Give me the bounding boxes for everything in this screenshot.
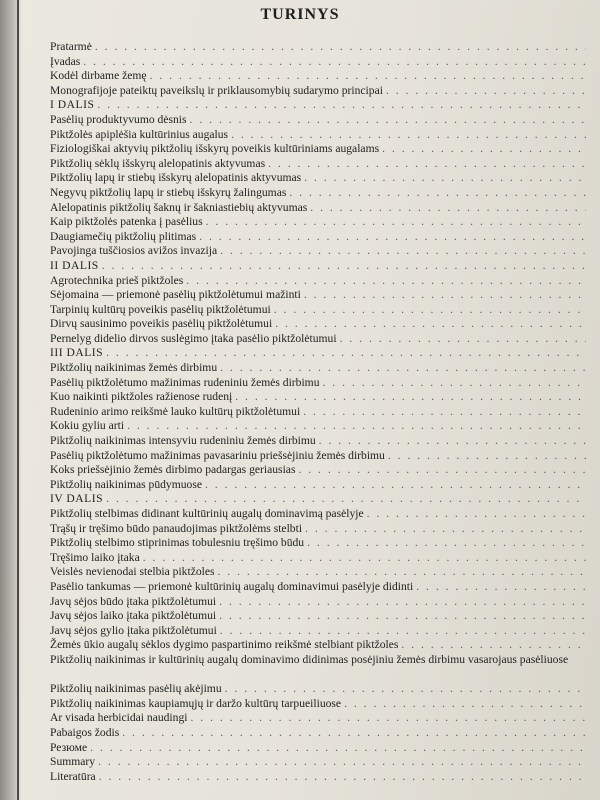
toc-entry bbox=[50, 186, 586, 201]
toc-entry-text: Agrotechnika prieš piktžoles bbox=[50, 273, 184, 287]
toc-entry bbox=[50, 55, 586, 70]
toc-entry-text: Piktžolių naikinimas pūdymuose bbox=[50, 477, 202, 491]
toc-entry-text: Žemės ūkio augalų sėklos dygimo paspartinimo reikšmė stelbiant piktžoles bbox=[50, 638, 399, 652]
toc-entry-text: Įvadas bbox=[50, 54, 81, 68]
toc-entry bbox=[50, 303, 586, 318]
toc-leader-dots bbox=[90, 741, 586, 756]
toc-entry-text: Tręšimo laiko įtaka bbox=[50, 550, 140, 564]
toc-entry-text: Rudeninio arimo reikšmė lauko kultūrų piktžolėtumui bbox=[50, 404, 301, 418]
toc-leader-dots bbox=[307, 536, 586, 551]
toc-entry bbox=[50, 463, 586, 478]
toc-entry-text: Veislės nevienodai stelbia piktžoles bbox=[50, 565, 215, 579]
toc-entry-text: Pratarmė bbox=[50, 40, 92, 53]
toc-entry bbox=[50, 741, 586, 756]
toc-section-heading bbox=[50, 346, 586, 361]
toc-entry-text: Trąšų ir tręšimo būdo panaudojimas piktžolėms stelbti bbox=[50, 521, 303, 535]
toc-leader-dots bbox=[218, 565, 586, 580]
toc-entry bbox=[50, 755, 586, 770]
toc-entry-text: Piktžolių naikinimas žemės dirbimu bbox=[50, 361, 218, 375]
toc-leader-dots bbox=[340, 332, 586, 347]
toc-entry-text: Piktžolių sėklų išskyrų alelopatinis aktyvumas bbox=[50, 156, 266, 170]
toc-leader-dots bbox=[98, 755, 586, 770]
toc-entry bbox=[50, 697, 586, 712]
toc-entry-text: Pasėlio tankumas — priemonė kultūrinių augalų dominavimui pasėlyje didinti bbox=[50, 579, 414, 593]
toc-entry bbox=[50, 332, 586, 347]
toc-leader-dots bbox=[219, 595, 586, 610]
toc-leader-dots bbox=[127, 419, 586, 434]
toc-leader-dots bbox=[205, 478, 586, 493]
toc-entry-text: Alelopatinis piktžolių šaknų ir šakniastiebių aktyvumas bbox=[50, 200, 308, 214]
toc-entry-text: Piktžolių stelbimas didinant kultūrinių augalų dominavimą pasėlyje bbox=[50, 507, 364, 520]
toc-entry bbox=[50, 274, 586, 289]
toc-entry-text: II DALIS bbox=[50, 258, 99, 272]
toc-leader-dots bbox=[220, 361, 586, 376]
toc-leader-dots bbox=[367, 507, 586, 522]
toc-entry-text: Kuo naikinti piktžoles ražienose rudenį bbox=[50, 390, 233, 404]
toc-entry bbox=[50, 551, 586, 566]
toc-leader-dots bbox=[388, 449, 586, 464]
toc-entry bbox=[50, 390, 586, 405]
toc-entry bbox=[50, 113, 586, 128]
toc-leader-dots bbox=[344, 697, 586, 712]
toc-entry-text: Piktžolių naikinimas ir kultūrinių augalų dominavimo didinimas posėjiniu žemės dirbimu vasarojaus pasėliuose bbox=[50, 652, 569, 666]
toc-entry-text: Dirvų sausinimo poveikis pasėlių piktžolėtumui bbox=[50, 317, 273, 331]
toc-entry bbox=[50, 419, 586, 434]
toc-leader-dots bbox=[190, 113, 586, 128]
toc-leader-dots bbox=[401, 638, 586, 653]
toc-leader-dots bbox=[416, 580, 586, 595]
toc-entry-text: Pasėlių piktžolėtumo mažinimas pavasariniu priešsėjiniu žemės dirbimu bbox=[50, 448, 385, 462]
toc-leader-dots bbox=[298, 463, 586, 478]
toc-leader-dots bbox=[304, 288, 586, 303]
toc-entry bbox=[50, 565, 586, 580]
toc-section-heading bbox=[50, 259, 586, 274]
toc-entry-text: Piktžolių naikinimas pasėlių akėjimu bbox=[50, 682, 222, 696]
toc-leader-dots bbox=[386, 84, 586, 99]
toc-leader-dots bbox=[143, 551, 586, 566]
toc-leader-dots bbox=[219, 609, 586, 624]
toc-entry-text: Piktžolės apiplėšia kultūrinius augalus bbox=[50, 127, 229, 141]
toc-entry-text: Daugiamečių piktžolių plitimas bbox=[50, 229, 197, 243]
toc-entry-text: Ar visada herbicidai naudingi bbox=[50, 711, 188, 725]
toc-entry bbox=[50, 361, 586, 376]
toc-leader-dots bbox=[190, 711, 586, 726]
toc-entry-text: Piktžolių stelbimo stiprinimas tobulesniu tręšimo būdu bbox=[50, 536, 305, 550]
toc-leader-dots bbox=[122, 726, 586, 741]
toc-entry-text: III DALIS bbox=[50, 346, 104, 360]
toc-entry-text: Piktžolių lapų ir stiebų išskyrų alelopatinis aktyvumas bbox=[50, 171, 302, 185]
toc-entry bbox=[50, 595, 586, 610]
toc-leader-dots bbox=[220, 244, 586, 259]
toc-entry bbox=[50, 522, 586, 537]
toc-leader-dots bbox=[220, 624, 586, 639]
toc-entry bbox=[50, 215, 586, 230]
toc-leader-dots bbox=[274, 303, 586, 318]
toc-leader-dots bbox=[275, 317, 586, 332]
toc-entry bbox=[50, 201, 586, 216]
toc-entry bbox=[50, 376, 586, 391]
toc-leader-dots bbox=[305, 522, 586, 537]
toc-leader-dots bbox=[235, 390, 586, 405]
toc-entry-text: Kaip piktžolės patenka į pasėlius bbox=[50, 215, 203, 229]
toc-entry bbox=[50, 770, 586, 785]
toc-entry bbox=[50, 682, 586, 697]
toc-entry bbox=[50, 288, 586, 303]
toc-leader-dots bbox=[382, 142, 586, 157]
toc-leader-dots bbox=[186, 274, 586, 289]
toc-entry bbox=[50, 638, 586, 653]
toc-entry-text: Summary bbox=[50, 755, 96, 769]
toc-entry bbox=[50, 69, 586, 84]
toc-entry-text: Pavojinga tuščiosios avižos invazija bbox=[50, 244, 218, 258]
toc-entry-text: Koks priešsėjinio žemės dirbimo padargas geriausias bbox=[50, 463, 296, 477]
toc-entry bbox=[50, 449, 586, 464]
toc-entry-text: Pasėlių piktžolėtumo mažinimas rudeniniu žemės dirbimu bbox=[50, 375, 320, 389]
toc-leader-dots bbox=[289, 186, 586, 201]
toc-leader-dots bbox=[319, 434, 586, 449]
toc-entry bbox=[50, 405, 586, 420]
toc-entry-text: Piktžolių naikinimas kaupiamųjų ir daržo kultūrų tarpueiliuose bbox=[50, 696, 342, 710]
toc-entry-text: Monografijoje pateiktų paveikslų ir priklausomybių sudarymo principai bbox=[50, 83, 383, 97]
toc-leader-dots bbox=[231, 128, 586, 143]
toc-leader-dots bbox=[323, 376, 587, 391]
toc-entry-text: I DALIS bbox=[50, 98, 95, 112]
toc-entry bbox=[50, 244, 586, 259]
toc-entry bbox=[50, 317, 586, 332]
toc-entry-text: IV DALIS bbox=[50, 492, 104, 506]
toc-leader-dots bbox=[95, 40, 586, 55]
toc-leader-dots bbox=[150, 69, 586, 84]
toc-entry bbox=[50, 653, 586, 682]
toc-leader-dots bbox=[106, 346, 586, 361]
toc-leader-dots bbox=[304, 171, 586, 186]
toc-entry bbox=[50, 726, 586, 741]
toc-leader-dots bbox=[97, 98, 586, 113]
toc-entry bbox=[50, 128, 586, 143]
toc-entry-text: Javų sėjos būdo įtaka piktžolėtumui bbox=[50, 594, 217, 608]
toc-entry bbox=[50, 478, 586, 493]
toc-leader-dots bbox=[206, 215, 586, 230]
toc-entry bbox=[50, 157, 586, 172]
book-spine-edge bbox=[17, 0, 19, 800]
toc-entry-text: Literatūra bbox=[50, 769, 96, 783]
toc-entry-text: Pasėlių produktyvumo dėsnis bbox=[50, 112, 187, 126]
toc-leader-dots bbox=[83, 55, 586, 70]
toc-leader-dots bbox=[268, 157, 586, 172]
toc-entry bbox=[50, 142, 586, 157]
toc-entry bbox=[50, 609, 586, 624]
toc-entry bbox=[50, 40, 586, 55]
toc-entry-text: Pabaigos žodis bbox=[50, 725, 120, 739]
toc-entry bbox=[50, 171, 586, 186]
page-title: TURINYS bbox=[260, 6, 340, 23]
toc-entry-text: Резюме bbox=[50, 740, 88, 754]
toc-entry-text: Javų sėjos gylio įtaka piktžolėtumui bbox=[50, 623, 217, 637]
toc-leader-dots bbox=[106, 492, 586, 507]
toc-entry-text: Piktžolių naikinimas intensyviu rudeniniu žemės dirbimu bbox=[50, 434, 316, 448]
toc-entry-text: Kokiu gyliu arti bbox=[50, 419, 125, 433]
toc-entry bbox=[50, 624, 586, 639]
toc-entry-text: Sėjomaina — priemonė pasėlių piktžolėtumui mažinti bbox=[50, 288, 301, 302]
toc-leader-dots bbox=[102, 259, 586, 274]
toc-entry-text: Fiziologiškai aktyvių piktžolių išskyrų poveikis kultūriniams augalams bbox=[50, 142, 380, 156]
toc-leader-dots bbox=[225, 682, 586, 697]
toc-entry bbox=[50, 230, 586, 245]
toc-entry bbox=[50, 507, 586, 522]
table-of-contents bbox=[50, 40, 586, 784]
toc-entry-text: Tarpinių kultūrų poveikis pasėlių piktžolėtumui bbox=[50, 302, 271, 316]
toc-entry-text: Pernelyg didelio dirvos suslėgimo įtaka pasėlio piktžolėtumui bbox=[50, 331, 337, 345]
toc-entry bbox=[50, 434, 586, 449]
toc-section-heading bbox=[50, 492, 586, 507]
toc-section-heading bbox=[50, 98, 586, 113]
toc-entry-text: Kodėl dirbame žemę bbox=[50, 69, 147, 83]
toc-entry bbox=[50, 84, 586, 99]
toc-entry bbox=[50, 536, 586, 551]
toc-entry-text: Negyvų piktžolių lapų ir stiebų išskyrų žalingumas bbox=[50, 185, 287, 199]
toc-leader-dots bbox=[303, 405, 586, 420]
toc-leader-dots bbox=[199, 230, 586, 245]
toc-entry bbox=[50, 711, 586, 726]
toc-leader-dots bbox=[99, 770, 586, 785]
toc-entry bbox=[50, 580, 586, 595]
toc-entry-text: Javų sėjos laiko įtaka piktžolėtumui bbox=[50, 609, 217, 623]
toc-leader-dots bbox=[310, 201, 586, 216]
